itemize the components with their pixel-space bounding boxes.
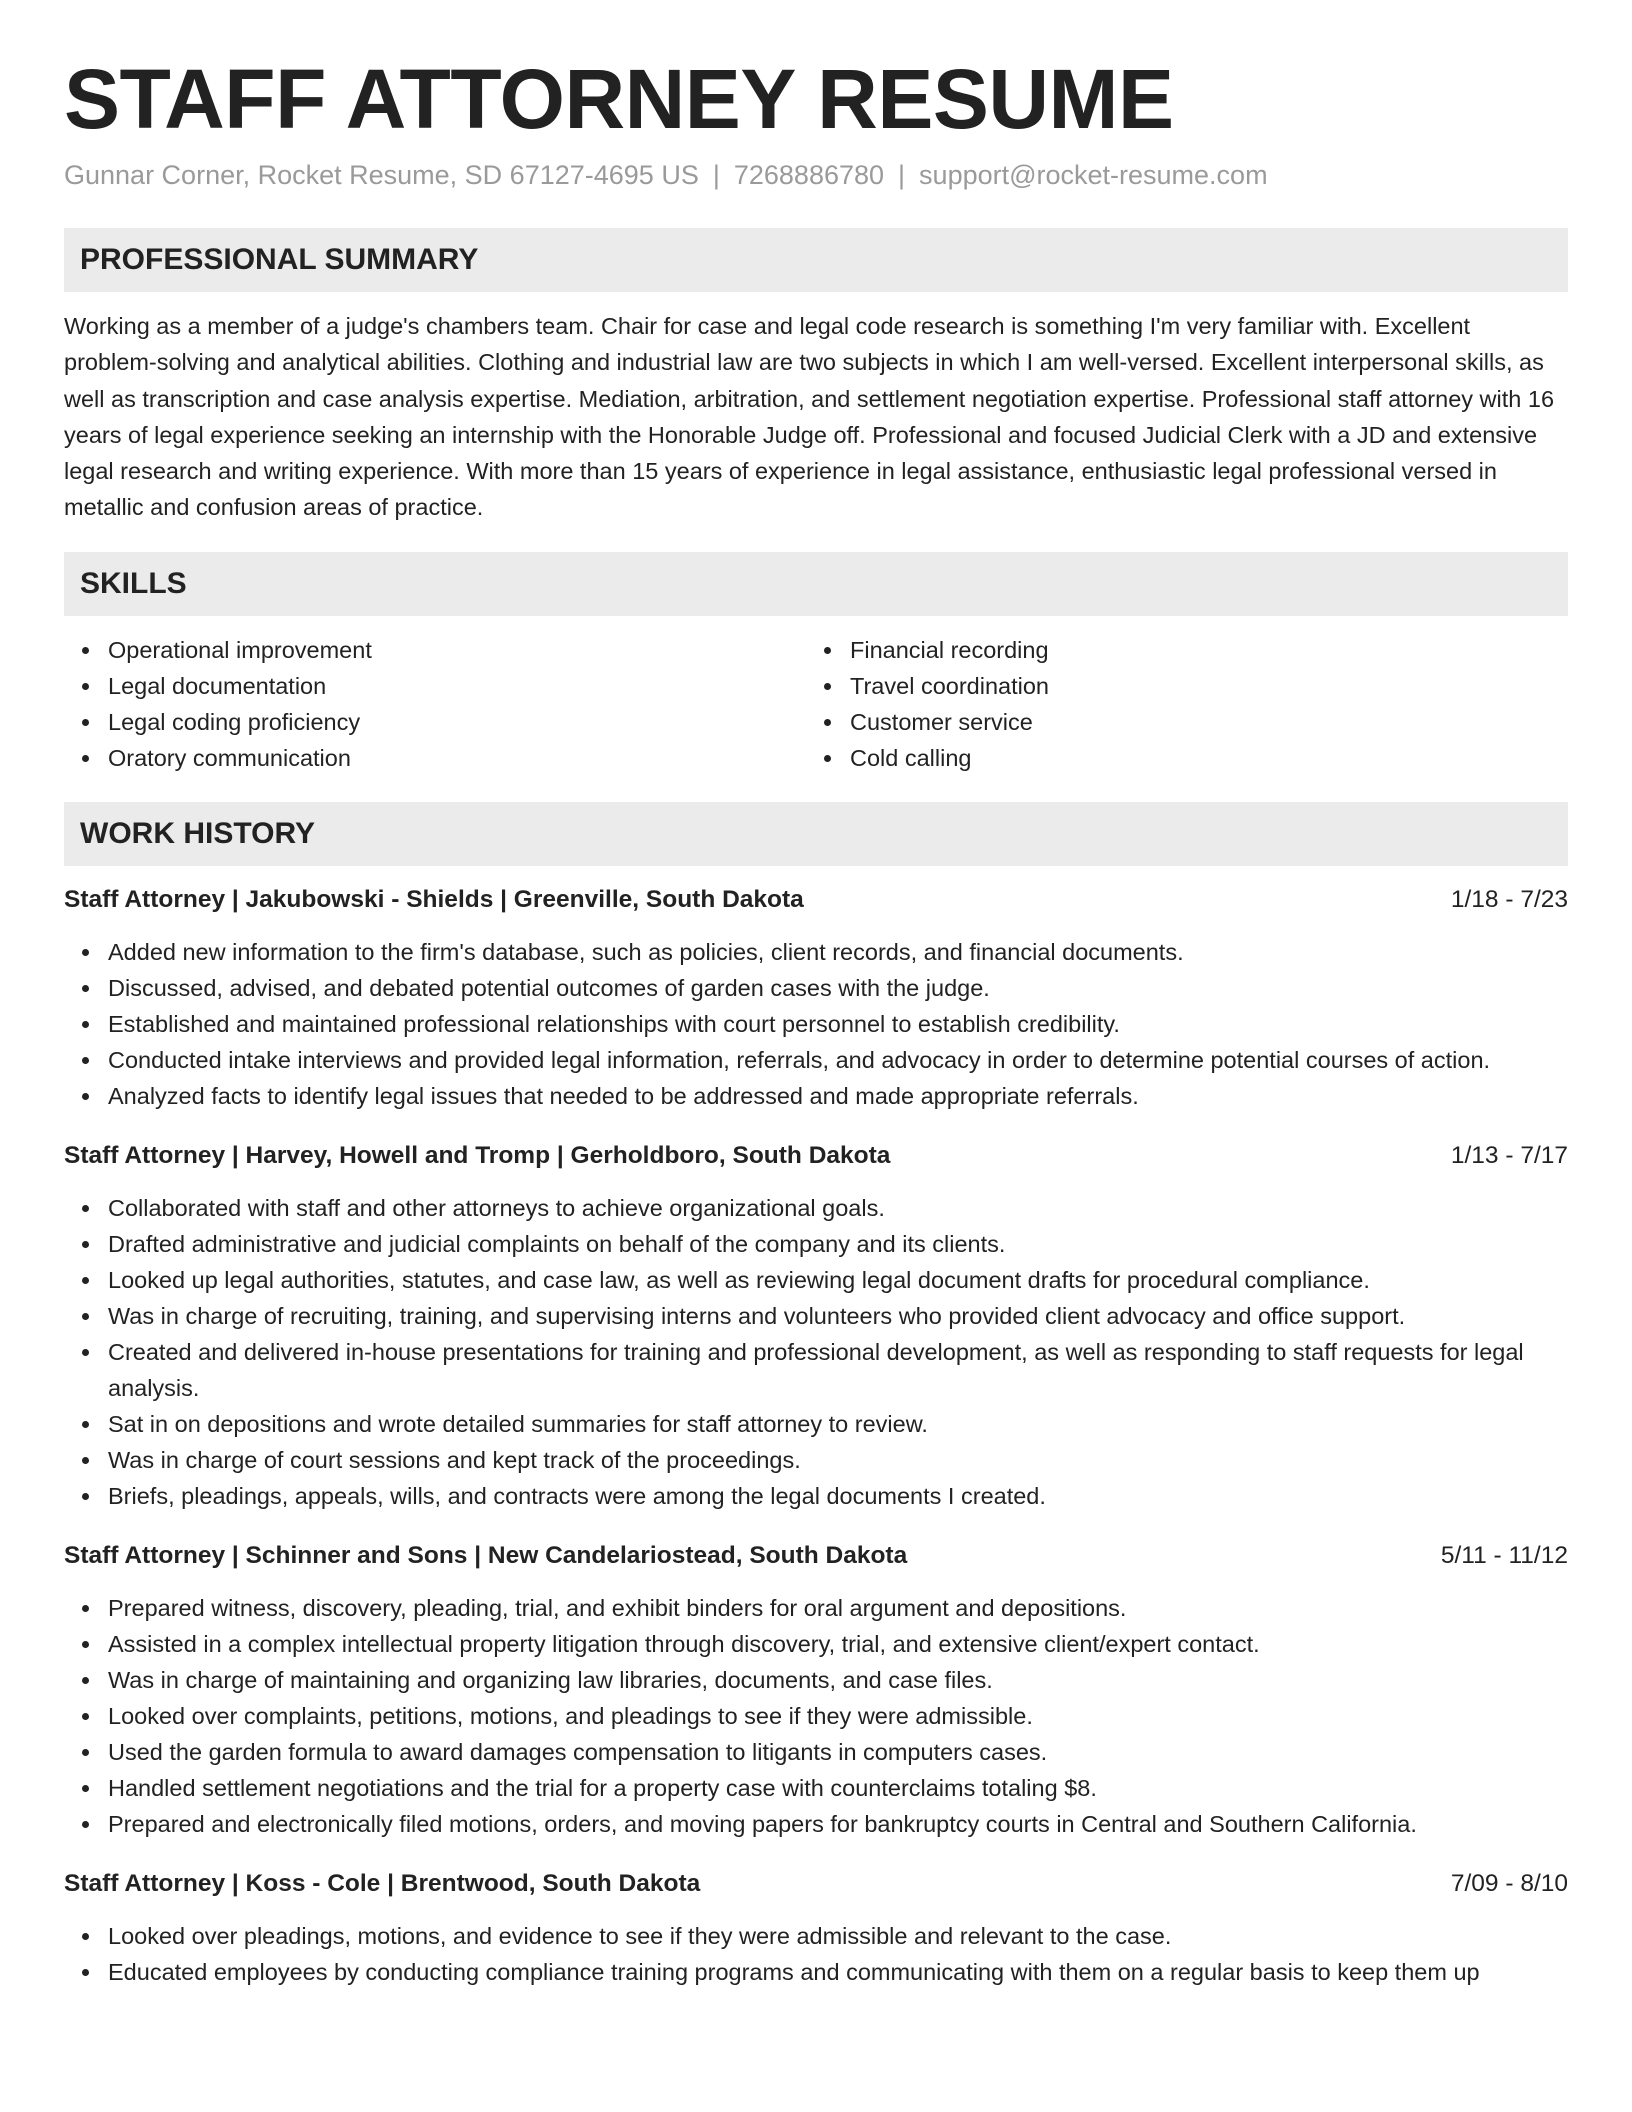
job-dates: 1/18 - 7/23 — [1450, 885, 1568, 913]
job-bullet: Briefs, pleadings, appeals, wills, and contracts were among the legal documents I created. — [64, 1478, 1568, 1514]
skill-item: Legal coding proficiency — [64, 704, 806, 740]
job-entry — [64, 1538, 1568, 1842]
skill-item: Cold calling — [806, 740, 1548, 776]
skills-list — [64, 632, 1568, 776]
job-entry — [64, 1138, 1568, 1514]
skills-column-right — [806, 632, 1548, 776]
job-bullet: Collaborated with staff and other attorneys to achieve organizational goals. — [64, 1190, 1568, 1226]
skill-item: Travel coordination — [806, 668, 1548, 704]
contact-address: Gunnar Corner, Rocket Resume, SD 67127-4695 US — [64, 160, 699, 190]
job-bullet: Assisted in a complex intellectual property litigation through discovery, trial, and extensive client/expert contact. — [64, 1626, 1568, 1662]
job-header — [64, 1138, 1568, 1174]
contact-line — [64, 160, 1568, 190]
contact-separator: | — [898, 160, 906, 190]
job-header — [64, 1866, 1568, 1902]
skill-item: Operational improvement — [64, 632, 806, 668]
job-bullet: Looked up legal authorities, statutes, and case law, as well as reviewing legal document drafts for procedural compliance. — [64, 1262, 1568, 1298]
job-title: Staff Attorney | Koss - Cole | Brentwood, South Dakota — [64, 1869, 701, 1897]
job-bullet: Established and maintained professional relationships with court personnel to establish credibility. — [64, 1006, 1568, 1042]
job-title: Staff Attorney | Harvey, Howell and Tromp | Gerholdboro, South Dakota — [64, 1141, 891, 1169]
job-header — [64, 1538, 1568, 1574]
job-bullet: Created and delivered in-house presentations for training and professional development, as well as responding to staff requests for legal analysis. — [64, 1334, 1568, 1406]
job-bullets — [64, 1590, 1568, 1842]
job-bullet: Was in charge of maintaining and organizing law libraries, documents, and case files. — [64, 1662, 1568, 1698]
job-bullet: Was in charge of court sessions and kept track of the proceedings. — [64, 1442, 1568, 1478]
job-bullet: Sat in on depositions and wrote detailed summaries for staff attorney to review. — [64, 1406, 1568, 1442]
job-bullets — [64, 1190, 1568, 1514]
job-title: Staff Attorney | Jakubowski - Shields | Greenville, South Dakota — [64, 885, 804, 913]
contact-email: support@rocket-resume.com — [919, 160, 1268, 190]
job-title: Staff Attorney | Schinner and Sons | New Candelariostead, South Dakota — [64, 1541, 908, 1569]
job-dates: 5/11 - 11/12 — [1440, 1541, 1568, 1569]
skills-heading: SKILLS — [64, 552, 1568, 616]
job-bullet: Looked over complaints, petitions, motions, and pleadings to see if they were admissible. — [64, 1698, 1568, 1734]
contact-phone: 7268886780 — [733, 160, 885, 190]
skill-item: Customer service — [806, 704, 1548, 740]
job-bullet: Analyzed facts to identify legal issues that needed to be addressed and made appropriate referrals. — [64, 1078, 1568, 1114]
summary-text: Working as a member of a judge's chambers team. Chair for case and legal code research is something I'm very familiar with. Excellent problem-solving and analytical abilities. Clothing and industrial law are two subjects in which I am well-versed. Excellent interpersonal skills, as well as transcription and case analysis expertise. Mediation, arbitration, and settlement negotiation expertise. Professional staff attorney with 16 years of legal experience seeking an internship with the Honorable Judge off. Professional and focused Judicial Clerk with a JD and extensive legal research and writing experience. With more than 15 years of experience in legal assistance, enthusiastic legal professional versed in metallic and confusion areas of practice. — [64, 313, 1555, 521]
job-bullet: Was in charge of recruiting, training, and supervising interns and volunteers who provided client advocacy and office support. — [64, 1298, 1568, 1334]
job-bullet: Conducted intake interviews and provided legal information, referrals, and advocacy in order to determine potential courses of action. — [64, 1042, 1568, 1078]
job-header — [64, 882, 1568, 918]
job-dates: 1/13 - 7/17 — [1450, 1141, 1568, 1169]
job-bullet: Added new information to the firm's database, such as policies, client records, and financial documents. — [64, 934, 1568, 970]
contact-separator: | — [712, 160, 720, 190]
job-bullets — [64, 1918, 1568, 1990]
resume-page — [64, 0, 1568, 1990]
job-entry — [64, 882, 1568, 1114]
skill-item: Legal documentation — [64, 668, 806, 704]
job-entry — [64, 1866, 1568, 1990]
work-history-heading: WORK HISTORY — [64, 802, 1568, 866]
summary-heading: PROFESSIONAL SUMMARY — [64, 228, 1568, 292]
job-bullet: Used the garden formula to award damages compensation to litigants in computers cases. — [64, 1734, 1568, 1770]
skill-item: Financial recording — [806, 632, 1548, 668]
resume-title: STAFF ATTORNEY RESUME — [64, 52, 1174, 146]
skills-column-left — [64, 632, 806, 776]
job-bullet: Handled settlement negotiations and the trial for a property case with counterclaims totaling $8. — [64, 1770, 1568, 1806]
job-bullet: Prepared and electronically filed motions, orders, and moving papers for bankruptcy courts in Central and Southern California. — [64, 1806, 1568, 1842]
job-bullet: Discussed, advised, and debated potential outcomes of garden cases with the judge. — [64, 970, 1568, 1006]
job-bullet: Looked over pleadings, motions, and evidence to see if they were admissible and relevant to the case. — [64, 1918, 1568, 1954]
job-bullet: Drafted administrative and judicial complaints on behalf of the company and its clients. — [64, 1226, 1568, 1262]
job-dates: 7/09 - 8/10 — [1450, 1869, 1568, 1897]
job-bullet: Educated employees by conducting compliance training programs and communicating with them on a regular basis to keep them up — [64, 1954, 1568, 1990]
job-bullets — [64, 934, 1568, 1114]
skill-item: Oratory communication — [64, 740, 806, 776]
job-bullet: Prepared witness, discovery, pleading, trial, and exhibit binders for oral argument and depositions. — [64, 1590, 1568, 1626]
